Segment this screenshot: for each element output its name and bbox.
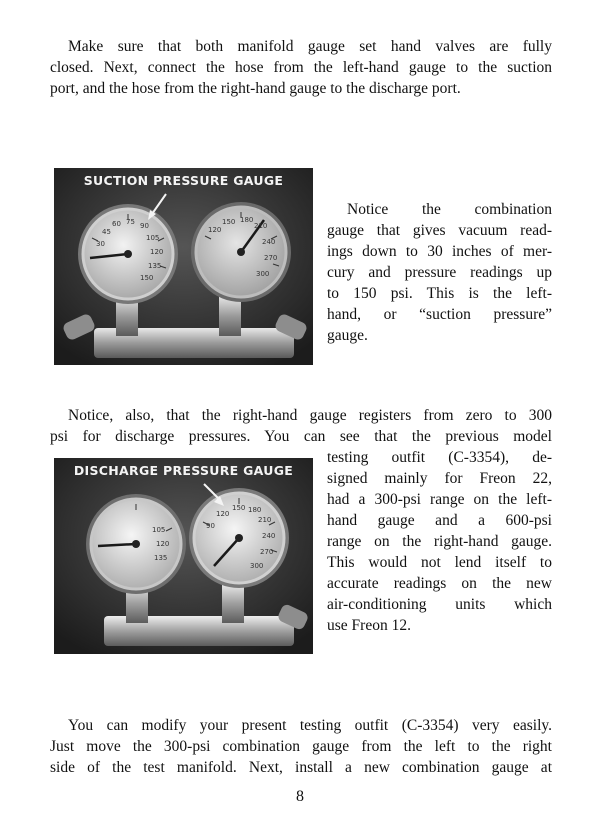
discharge-right-scale-120: 120 <box>216 510 230 518</box>
suction-left-scale-120: 120 <box>150 248 164 256</box>
discharge-line-7: accurate readings on the new <box>327 575 552 592</box>
suction-right-scale-180: 180 <box>240 216 254 224</box>
closing-line-3: side of the test manifold. Next, install a new combination gauge at <box>50 759 552 776</box>
discharge-right-scale-270: 270 <box>260 548 274 556</box>
discharge-intro-line-2: psi for discharge pressures. You can see that the previous model <box>50 428 552 445</box>
suction-line-7: gauge. <box>327 327 368 344</box>
suction-line-3: ings down to 30 inches of mer- <box>327 243 552 260</box>
suction-left-scale-60: 60 <box>112 220 121 228</box>
discharge-line-4: hand gauge and a 600-psi <box>327 512 552 529</box>
discharge-left-scale-120: 120 <box>156 540 170 548</box>
discharge-intro-paragraph <box>50 405 552 447</box>
suction-left-scale-105: 105 <box>146 234 160 242</box>
discharge-right-scale-180: 180 <box>248 506 262 514</box>
discharge-line-9: use Freon 12. <box>327 617 411 634</box>
discharge-right-scale-150: 150 <box>232 504 246 512</box>
discharge-gauge-photo <box>54 458 313 654</box>
suction-right-scale-300: 300 <box>256 270 270 278</box>
suction-line-2: gauge that gives vacuum read- <box>327 222 552 239</box>
discharge-line-1: testing outfit (C-3354), de- <box>327 449 552 466</box>
discharge-right-scale-240: 240 <box>262 532 276 540</box>
intro-line-2: closed. Next, connect the hose from the left-hand gauge to the suction <box>50 59 552 76</box>
suction-line-4: cury and pressure readings up <box>327 264 552 281</box>
discharge-line-6: This would not lend itself to <box>327 554 552 571</box>
discharge-line-2: signed mainly for Freon 22, <box>327 470 552 487</box>
closing-paragraph <box>50 715 552 778</box>
suction-left-scale-150: 150 <box>140 274 154 282</box>
suction-left-scale-75: 75 <box>126 218 135 226</box>
suction-photo-caption: SUCTION PRESSURE GAUGE <box>83 173 284 188</box>
closing-line-2: Just move the 300-psi combination gauge from the left to the right <box>50 738 552 755</box>
discharge-right-scale-210: 210 <box>258 516 272 524</box>
discharge-description <box>327 447 552 636</box>
discharge-line-5: range on the right-hand gauge. <box>327 533 552 550</box>
suction-gauge-photo <box>54 168 313 365</box>
intro-line-3: port, and the hose from the right-hand gauge to the discharge port. <box>50 80 461 97</box>
suction-left-scale-135: 135 <box>148 262 162 270</box>
suction-right-scale-150: 150 <box>222 218 236 226</box>
suction-right-scale-270: 270 <box>264 254 278 262</box>
suction-line-5: to 150 psi. This is the left- <box>327 285 552 302</box>
suction-left-scale-90: 90 <box>140 222 149 230</box>
intro-paragraph <box>50 36 552 99</box>
suction-right-scale-120: 120 <box>208 226 222 234</box>
closing-line-1: You can modify your present testing outfit (C-3354) very easily. <box>68 717 552 734</box>
discharge-left-scale-135: 135 <box>154 554 168 562</box>
page-number: 8 <box>296 788 304 805</box>
suction-line-1: Notice the combination <box>347 201 552 218</box>
suction-right-scale-240: 240 <box>262 238 276 246</box>
discharge-line-3: had a 300-psi range on the left- <box>327 491 552 508</box>
discharge-left-scale-105: 105 <box>152 526 166 534</box>
suction-description <box>327 199 552 346</box>
discharge-line-8: air-conditioning units which <box>327 596 552 613</box>
suction-left-scale-30: 30 <box>96 240 105 248</box>
discharge-photo-caption: DISCHARGE PRESSURE GAUGE <box>73 463 294 478</box>
suction-right-scale-210: 210 <box>254 222 268 230</box>
discharge-right-scale-90: 90 <box>206 522 215 530</box>
suction-left-scale-45: 45 <box>102 228 111 236</box>
intro-line-1: Make sure that both manifold gauge set hand valves are fully <box>68 38 552 55</box>
discharge-intro-line-1: Notice, also, that the right-hand gauge registers from zero to 300 <box>68 407 552 424</box>
discharge-right-scale-300: 300 <box>250 562 264 570</box>
suction-line-6: hand, or “suction pressure” <box>327 306 552 323</box>
